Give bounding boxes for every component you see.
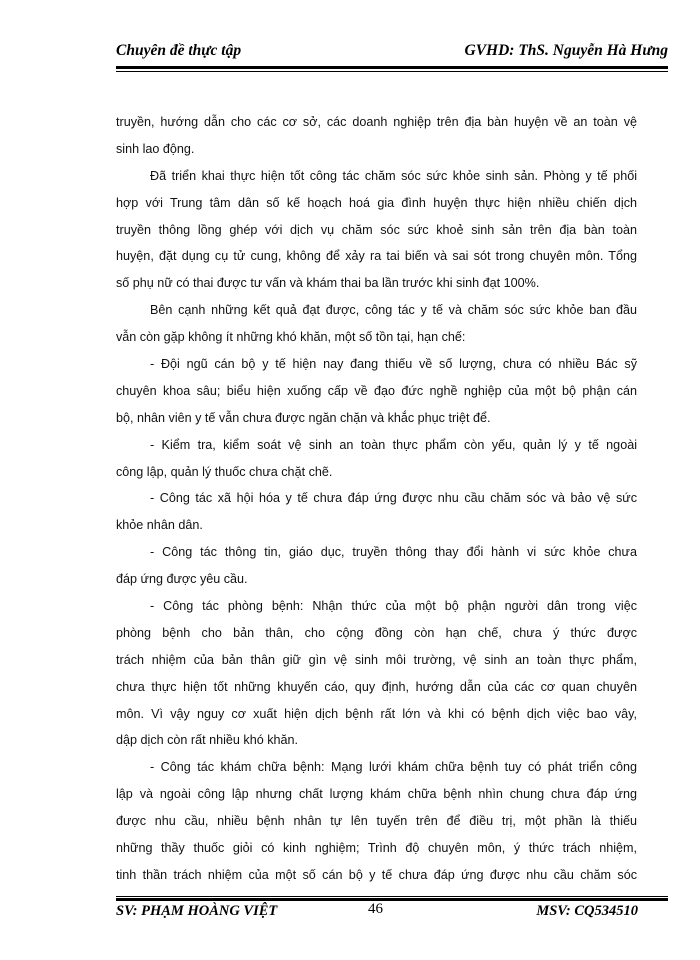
header-rule-thin bbox=[116, 71, 668, 72]
body-line: vẫn còn gặp không ít những khó khăn, một số tồn tại, hạn chế: bbox=[116, 330, 466, 345]
footer-student-id: MSV: CQ534510 bbox=[536, 903, 638, 919]
body-line: đáp ứng được yêu cầu. bbox=[116, 572, 248, 587]
body-line: - Đội ngũ cán bộ y tế hiện nay đang thiếu về số lượng, chưa có nhiều Bác sỹ bbox=[150, 357, 637, 372]
body-line: bộ, nhân viên y tế vẫn chưa được ngăn chặn và khắc phục triệt để. bbox=[116, 410, 491, 425]
body-line: - Công tác thông tin, giáo dục, truyền thông thay đổi hành vi sức khỏe chưa bbox=[150, 545, 637, 560]
body-line: - Công tác xã hội hóa y tế chưa đáp ứng được nhu cầu chăm sóc và bảo vệ sức bbox=[150, 491, 637, 506]
body-line: tinh thần trách nhiệm của một số cán bộ y tế chưa đáp ứng được nhu cầu chăm sóc bbox=[116, 867, 637, 882]
body-line: - Kiểm tra, kiểm soát vệ sinh an toàn thực phẩm còn yếu, quản lý y tế ngoài bbox=[150, 437, 637, 452]
body-line: truyền thông lồng ghép với dịch vụ chăm sóc sức khoẻ sinh sản trên địa bàn toàn bbox=[116, 222, 637, 237]
body-line: sinh lao động. bbox=[116, 141, 195, 156]
body-line: chuyên khoa sâu; biểu hiện xuống cấp về đạo đức nghề nghiệp của một bộ phận cán bbox=[116, 383, 637, 398]
body-line: Đã triển khai thực hiện tốt công tác chăm sóc sức khỏe sinh sản. Phòng y tế phối bbox=[150, 168, 637, 183]
body-line: số phụ nữ có thai được tư vấn và khám thai ba lần trước khi sinh đạt 100%. bbox=[116, 276, 540, 291]
body-line: Bên cạnh những kết quả đạt được, công tác y tế và chăm sóc sức khỏe ban đầu bbox=[150, 303, 637, 318]
body-text bbox=[116, 109, 637, 889]
footer-student-name: SV: PHẠM HOÀNG VIỆT bbox=[116, 903, 278, 919]
body-line: truyền, hướng dẫn cho các cơ sở, các doanh nghiệp trên địa bàn huyện về an toàn vệ bbox=[116, 115, 637, 129]
body-line: chưa thực hiện tốt những khuyến cáo, quy định, hướng dẫn của các cơ quan chuyên bbox=[116, 679, 637, 694]
body-line: trách nhiệm của bản thân giữ gìn vệ sinh môi trường, vệ sinh an toàn thực phẩm, bbox=[116, 652, 637, 667]
body-line: - Công tác khám chữa bệnh: Mạng lưới khám chữa bệnh tuy có phát triển công bbox=[150, 760, 637, 775]
header-rule-thick bbox=[116, 66, 668, 69]
body-line: công lập, quản lý thuốc chưa chặt chẽ. bbox=[116, 464, 333, 479]
body-line: - Công tác phòng bệnh: Nhận thức của một bộ phận người dân trong việc bbox=[150, 599, 637, 614]
body-line: huyện, đặt dụng cụ tử cung, không để xảy ra tai biến và sai sót trong chuyên môn. Tổng bbox=[116, 249, 637, 264]
page-footer bbox=[116, 900, 668, 924]
body-line: được nhu cầu, nhiều bệnh nhân tự lên tuyến trên để điều trị, một phần là thiếu bbox=[116, 814, 637, 829]
header-document-title: Chuyên đề thực tập bbox=[116, 42, 242, 59]
footer-rule-thin bbox=[116, 896, 668, 897]
page-number: 46 bbox=[368, 901, 383, 917]
header-supervisor: GVHD: ThS. Nguyễn Hà Hưng bbox=[464, 42, 668, 59]
body-line: môn. Vì vậy nguy cơ xuất hiện dịch bệnh rất lớn và khi có bệnh dịch việc bao vây, bbox=[116, 706, 637, 721]
body-line: phòng bệnh cho bản thân, cho cộng đồng còn hạn chế, chưa ý thức được bbox=[116, 625, 637, 640]
page-header bbox=[116, 40, 668, 66]
body-line: khỏe nhân dân. bbox=[116, 518, 203, 533]
body-line: lập và ngoài công lập nhưng chất lượng khám chữa bệnh nhìn chung chưa đáp ứng bbox=[116, 787, 637, 802]
body-line: dập dịch còn rất nhiều khó khăn. bbox=[116, 733, 299, 748]
body-line: hợp với Trung tâm dân số kế hoạch hoá gia đình huyện thực hiện nhiều chiến dịch bbox=[116, 195, 637, 210]
body-line: những thầy thuốc giỏi có kinh nghiệm; Trình độ chuyên môn, ý thức trách nhiệm, bbox=[116, 841, 637, 856]
